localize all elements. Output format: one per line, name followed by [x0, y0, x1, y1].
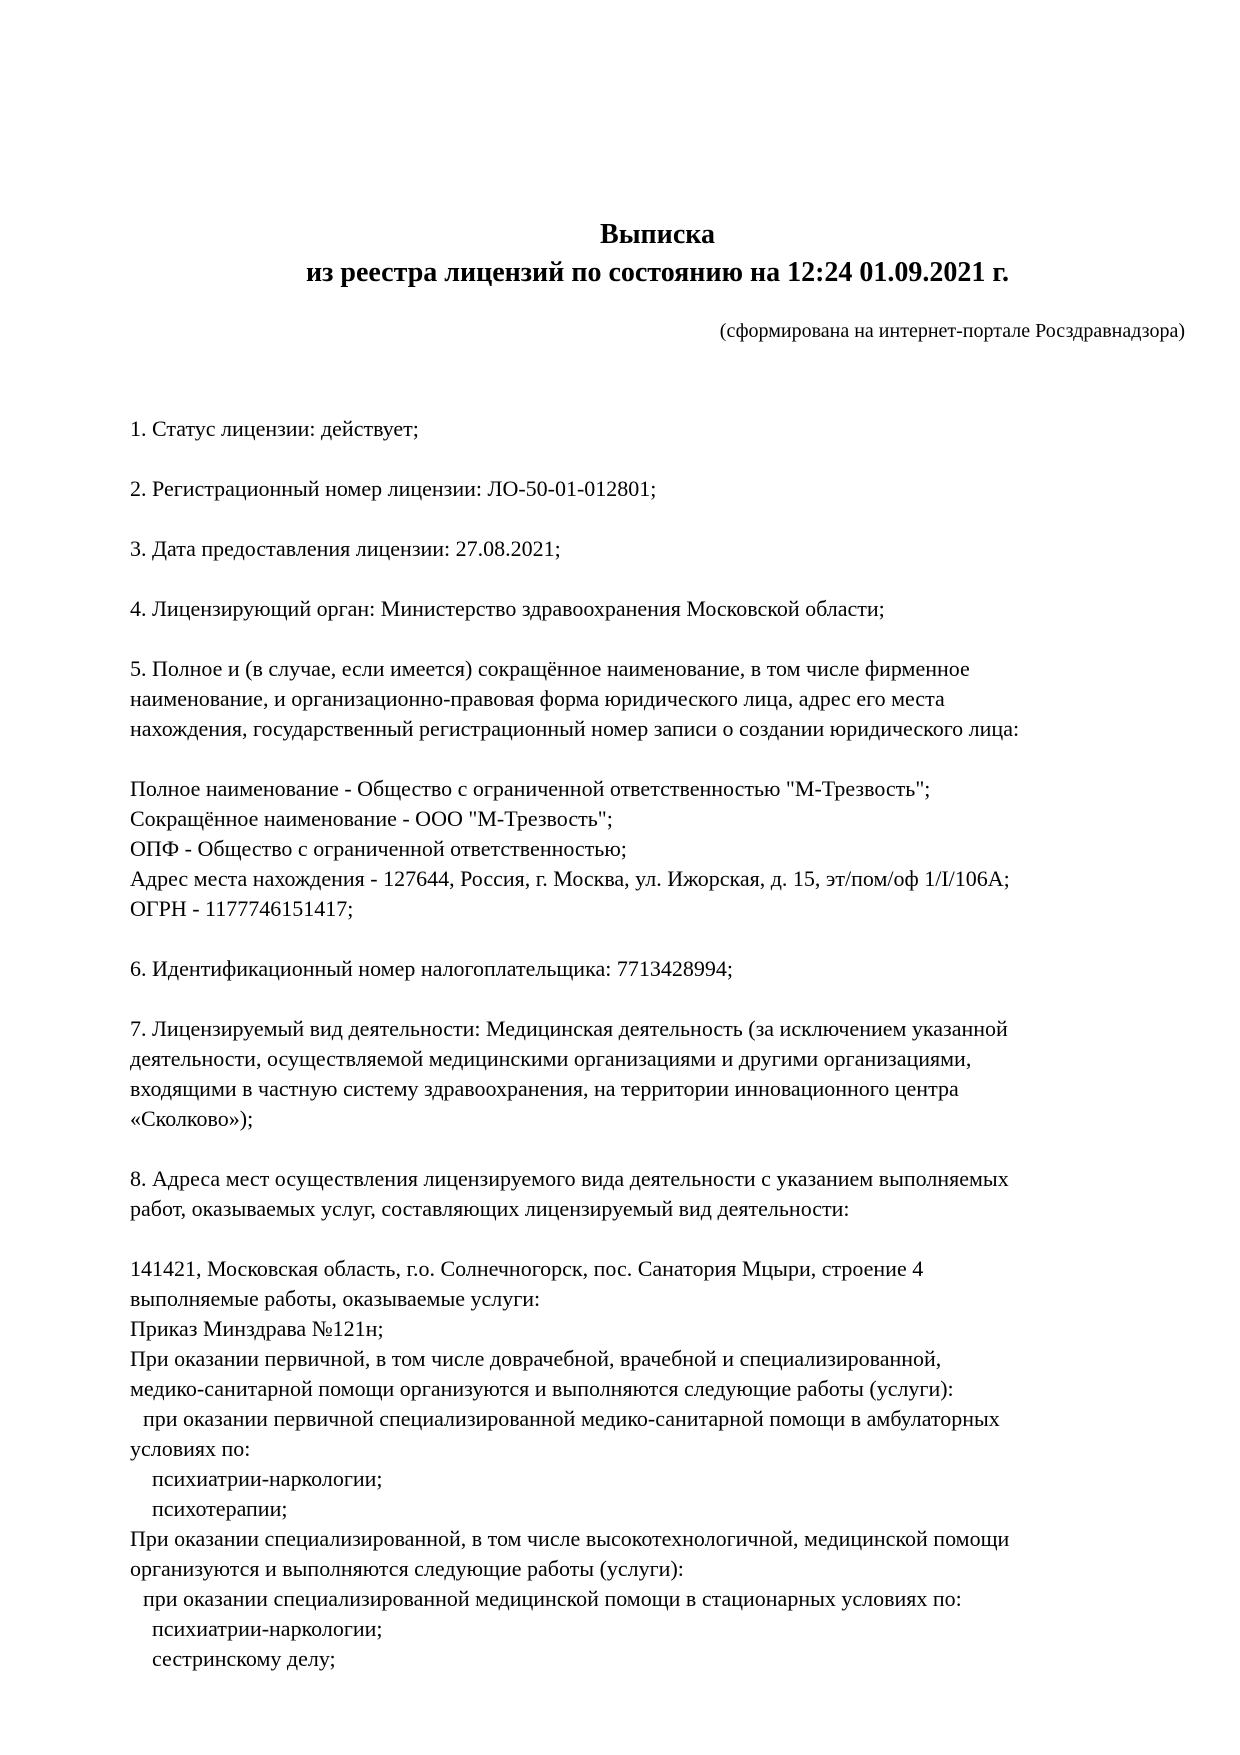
doc-block-license-status: [130, 414, 1185, 444]
doc-line: деятельности, осуществляемой медицинскими организациями и другими организациями,: [130, 1046, 972, 1071]
doc-line: психотерапии;: [152, 1496, 288, 1521]
doc-line: При оказании первичной, в том числе доврачебной, врачебной и специализированной,: [130, 1346, 942, 1371]
doc-line: условиях по:: [130, 1436, 251, 1461]
document-title-line1: Выписка: [600, 219, 715, 250]
doc-line: При оказании специализированной, в том числе высокотехнологичной, медицинской помощи: [130, 1526, 1010, 1551]
document-note: (сформирована на интернет-портале Росздравнадзора): [719, 320, 1185, 342]
doc-line: Сокращённое наименование - ООО "М-Трезвость";: [130, 806, 613, 831]
document-title: [130, 216, 1185, 292]
doc-line: организуются и выполняются следующие работы (услуги):: [130, 1556, 684, 1581]
doc-block-taxpayer-number: [130, 954, 1185, 984]
document-content: [130, 0, 1185, 1674]
doc-line: наименование, и организационно-правовая форма юридического лица, адрес его места: [130, 686, 945, 711]
doc-line: при оказании первичной специализированной медико-санитарной помощи в амбулаторных: [143, 1406, 1000, 1431]
doc-block-grant-date: [130, 534, 1185, 564]
doc-line: 8. Адреса мест осуществления лицензируемого вида деятельности с указанием выполняемых: [130, 1166, 1009, 1191]
doc-line: 141421, Московская область, г.о. Солнечногорск, пос. Санатория Мцыри, строение 4: [130, 1256, 924, 1281]
doc-line: нахождения, государственный регистрационный номер записи о создании юридического лица:: [130, 716, 1020, 741]
doc-block-licensed-activity: [130, 1014, 1185, 1134]
doc-block-entity-name-heading: [130, 654, 1185, 744]
doc-line: выполняемые работы, оказываемые услуги:: [130, 1286, 541, 1311]
doc-line: психиатрии-наркологии;: [152, 1616, 383, 1641]
doc-block-registration-number: [130, 474, 1185, 504]
doc-blocks: [130, 414, 1185, 1674]
doc-line: 3. Дата предоставления лицензии: 27.08.2021;: [130, 536, 561, 561]
doc-block-activity-addresses-heading: [130, 1164, 1185, 1224]
doc-line: психиатрии-наркологии;: [152, 1466, 383, 1491]
document-title-line2: из реестра лицензий по состоянию на 12:24 01.09.2021 г.: [306, 257, 1009, 288]
doc-line: при оказании специализированной медицинской помощи в стационарных условиях по:: [143, 1586, 962, 1611]
doc-line: 7. Лицензируемый вид деятельности: Медицинская деятельность (за исключением указанной: [130, 1016, 1008, 1041]
doc-line: Приказ Минздрава №121н;: [130, 1316, 384, 1341]
doc-line: 6. Идентификационный номер налогоплательщика: 7713428994;: [130, 956, 733, 981]
doc-line: 1. Статус лицензии: действует;: [130, 416, 419, 441]
doc-line: 4. Лицензирующий орган: Министерство здравоохранения Московской области;: [130, 596, 885, 621]
doc-line: Полное наименование - Общество с ограниченной ответственностью "М-Трезвость";: [130, 776, 931, 801]
doc-line: входящими в частную систему здравоохранения, на территории инновационного центра: [130, 1076, 959, 1101]
doc-line: ОГРН - 1177746151417;: [130, 896, 354, 921]
doc-block-licensing-authority: [130, 594, 1185, 624]
doc-block-entity-details: [130, 774, 1185, 924]
doc-line: «Сколково»);: [130, 1106, 254, 1131]
doc-line: ОПФ - Общество с ограниченной ответственностью;: [130, 836, 627, 861]
doc-line: сестринскому делу;: [152, 1646, 336, 1671]
doc-line: 5. Полное и (в случае, если имеется) сокращённое наименование, в том числе фирменное: [130, 656, 970, 681]
doc-block-activity-address-works: [130, 1254, 1185, 1674]
doc-line: медико-санитарной помощи организуются и выполняются следующие работы (услуги):: [130, 1376, 954, 1401]
doc-line: Адрес места нахождения - 127644, Россия, г. Москва, ул. Ижорская, д. 15, эт/пом/оф 1/I/106А;: [130, 866, 1010, 891]
doc-line: 2. Регистрационный номер лицензии: ЛО-50-01-012801;: [130, 476, 657, 501]
doc-line: работ, оказываемых услуг, составляющих лицензируемый вид деятельности:: [130, 1196, 850, 1221]
